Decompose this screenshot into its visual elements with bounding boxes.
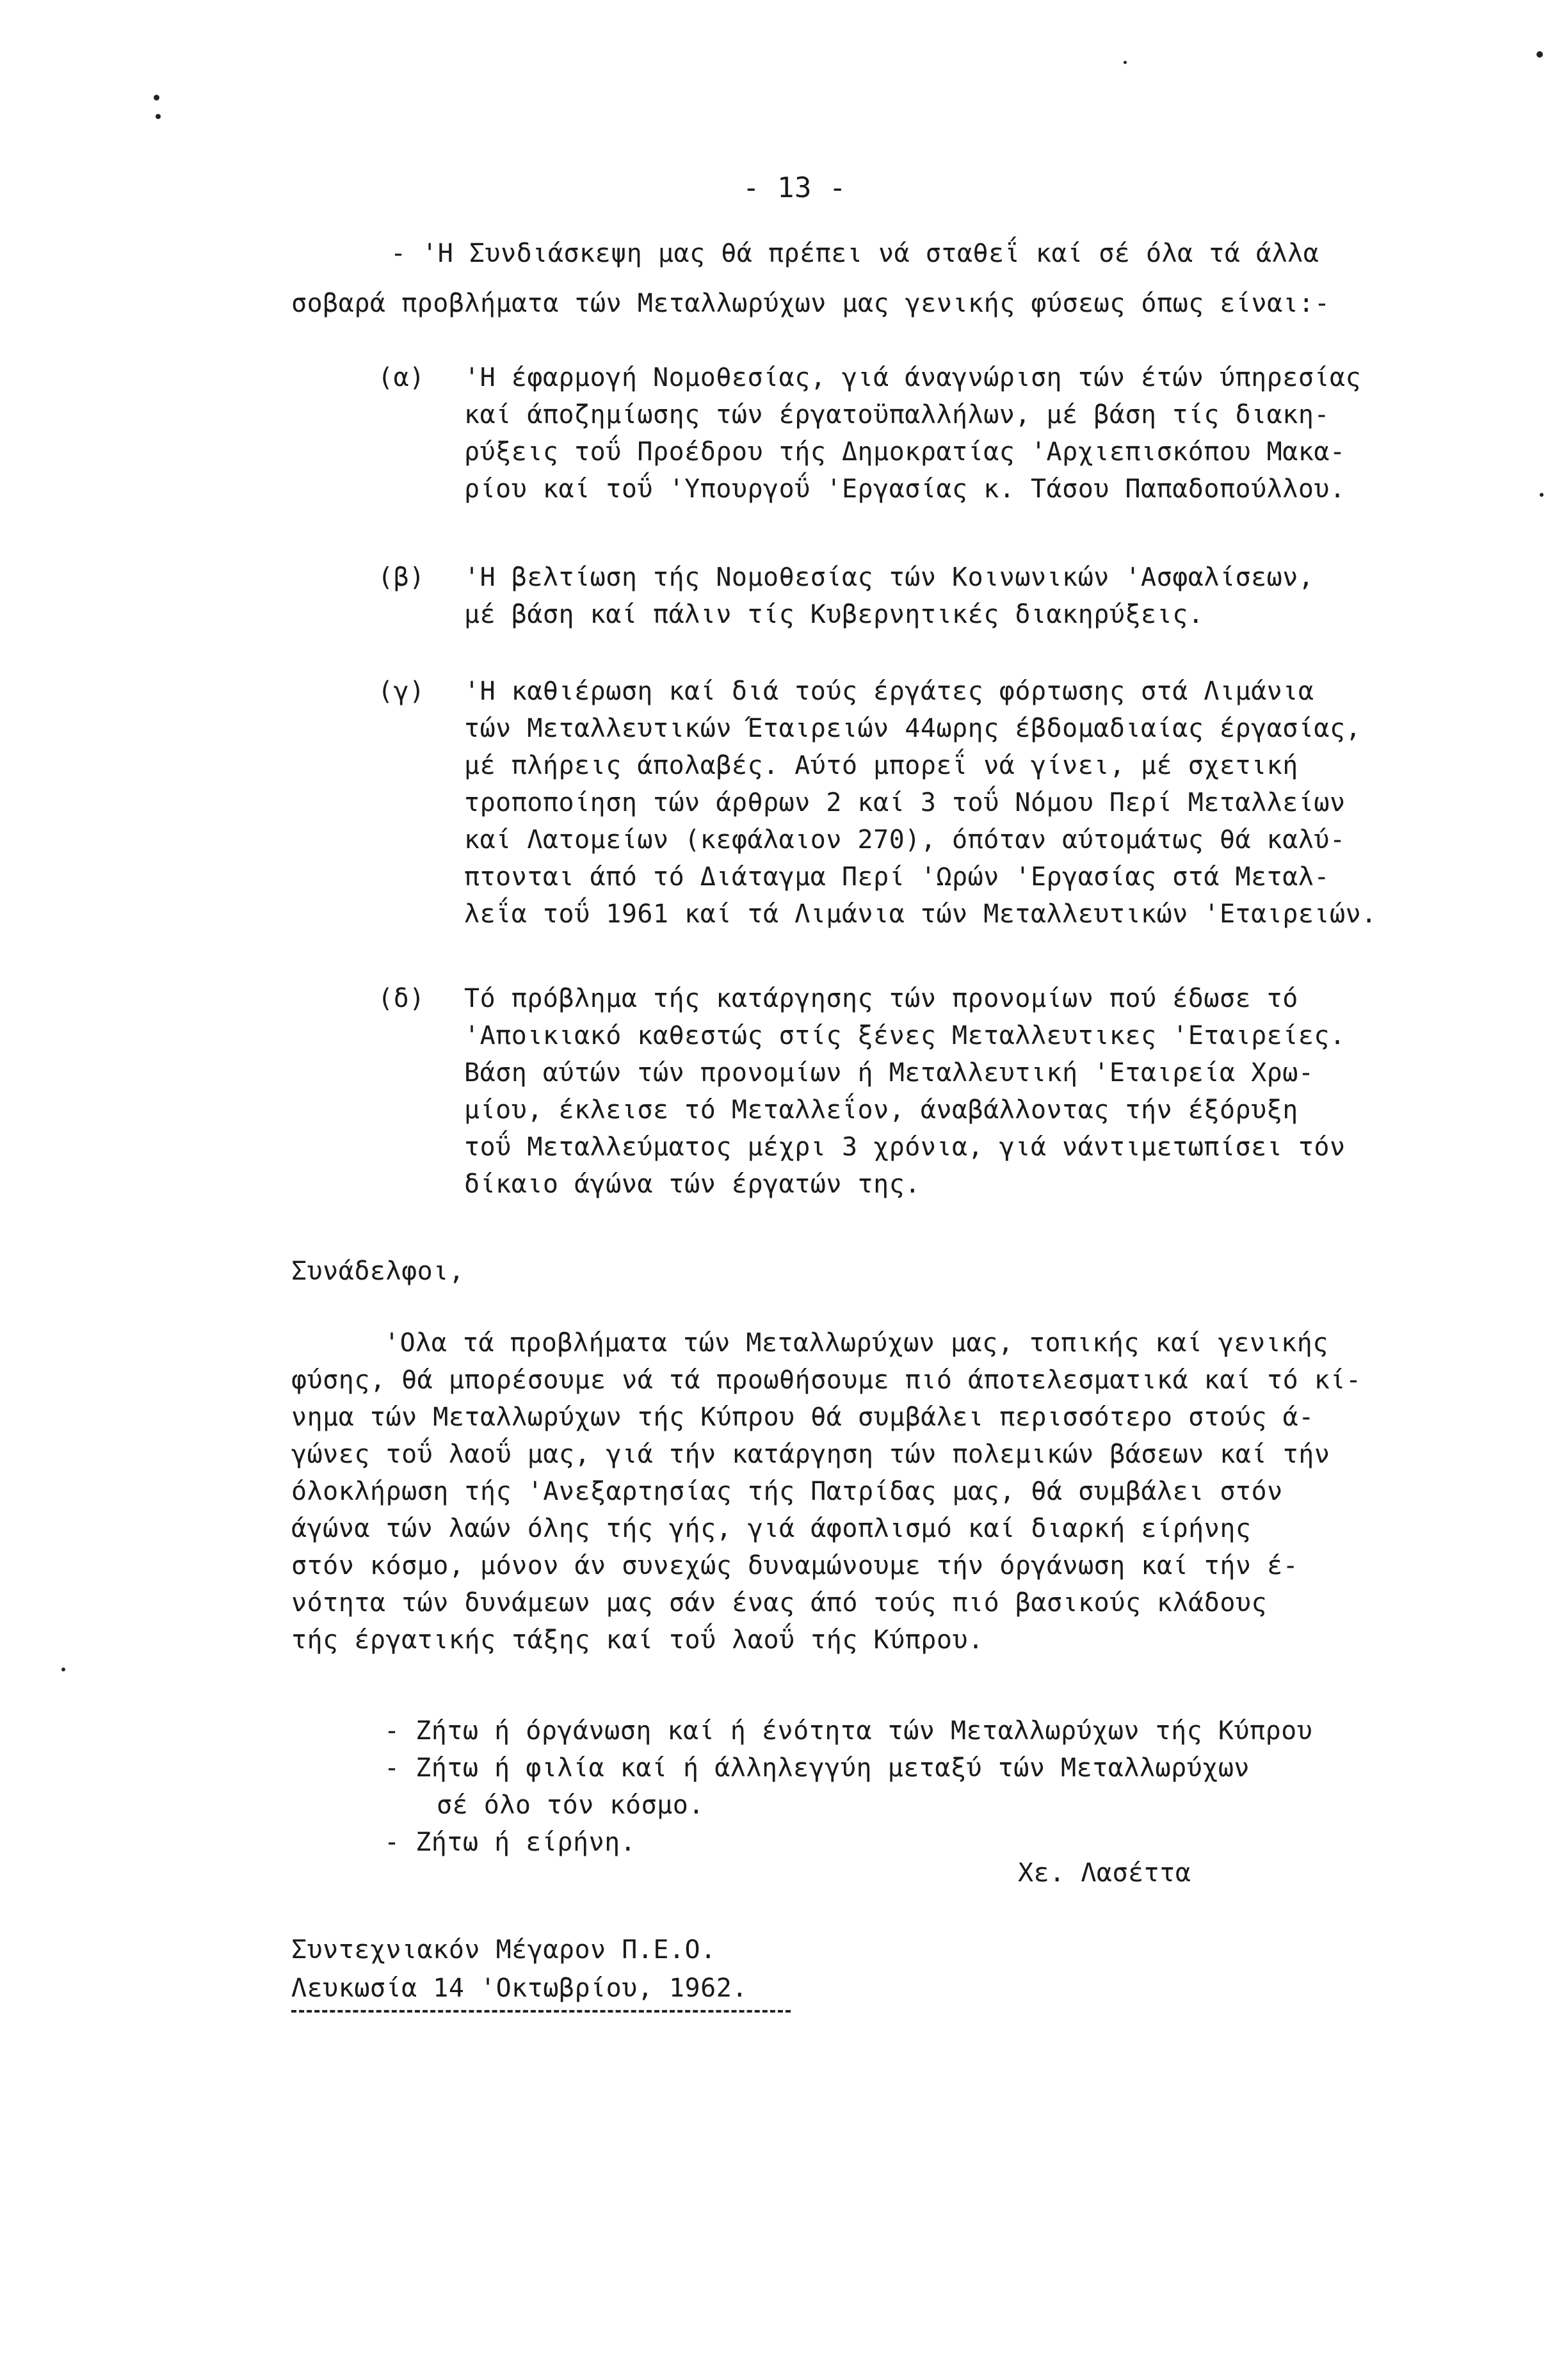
scan-speck bbox=[1540, 493, 1544, 497]
footer-date: Λευκωσία 14 'Οκτωβρίου, 1962. bbox=[291, 1974, 748, 2003]
item-c-line-2: τών Μεταλλευτικών Έταιρειών 44ωρης έβδομαδιαίας έργασίας, bbox=[464, 714, 1362, 743]
item-c-line-7: λεΐα τοΰ 1961 καί τά Λιμάνια τών Μεταλλευτικών 'Εταιρειών. bbox=[464, 899, 1377, 929]
item-b-line-1: 'Η βελτίωση τής Νομοθεσίας τών Κοινωνικών 'Ασφαλίσεων, bbox=[464, 563, 1314, 592]
item-d-line-4: μίου, έκλεισε τό Μεταλλεΐον, άναβάλλοντας τήν έξόρυξη bbox=[464, 1095, 1298, 1125]
item-label-b: (β) bbox=[378, 563, 425, 592]
closing-line-1: 'Ολα τά προβλήματα τών Μεταλλωρύχων μας, τοπικής καί γενικής bbox=[384, 1328, 1328, 1358]
slogan-2-line-2: σέ όλο τόν κόσμο. bbox=[437, 1790, 704, 1820]
closing-line-3: νημα τών Μεταλλωρύχων τής Κύπρου θά συμβάλει περισσότερο στούς ά- bbox=[291, 1403, 1314, 1432]
closing-line-9: τής έργατικής τάξης καί τοΰ λαοΰ τής Κύπρου. bbox=[291, 1625, 984, 1655]
item-d-line-6: δίκαιο άγώνα τών έργατών της. bbox=[464, 1170, 921, 1199]
scan-speck bbox=[61, 1668, 65, 1671]
closing-line-4: γώνες τοΰ λαοΰ μας, γιά τήν κατάργηση τών πολεμικών βάσεων καί τήν bbox=[291, 1440, 1330, 1469]
footer-place: Συντεχνιακόν Μέγαρον Π.Ε.Ο. bbox=[291, 1935, 716, 1965]
item-b-line-2: μέ βάση καί πάλιν τίς Κυβερνητικές διακηρύξεις. bbox=[464, 600, 1204, 629]
closing-line-5: όλοκλήρωση τής 'Ανεξαρτησίας τής Πατρίδας μας, θά συμβάλει στόν bbox=[291, 1477, 1283, 1506]
footer-underline bbox=[291, 2010, 791, 2013]
scan-speck bbox=[156, 114, 161, 119]
slogan-2-line-1: - Ζήτω ή φιλία καί ή άλληλεγγύη μεταξύ τών Μεταλλωρύχων bbox=[384, 1753, 1250, 1783]
closing-line-8: νότητα τών δυνάμεων μας σάν ένας άπό τούς πιό βασικούς κλάδους bbox=[291, 1588, 1268, 1618]
slogan-3: - Ζήτω ή είρήνη. bbox=[384, 1828, 636, 1857]
intro-line-2: σοβαρά προβλήματα τών Μεταλλωρύχων μας γενικής φύσεως όπως είναι:- bbox=[291, 289, 1330, 318]
item-d-line-3: Βάση αύτών τών προνομίων ή Μεταλλευτική 'Εταιρεία Χρω- bbox=[464, 1058, 1314, 1088]
item-c-line-1: 'Η καθιέρωση καί διά τούς έργάτες φόρτωσης στά Λιμάνια bbox=[464, 677, 1314, 706]
intro-line-1: - 'Η Συνδιάσκεψη μας θά πρέπει νά σταθεΐ καί σέ όλα τά άλλα bbox=[391, 239, 1319, 268]
scan-speck bbox=[1536, 51, 1543, 58]
item-c-line-6: πτονται άπό τό Διάταγμα Περί 'Ωρών 'Εργασίας στά Μεταλ- bbox=[464, 862, 1330, 892]
item-label-d: (δ) bbox=[378, 984, 425, 1013]
slogan-1: - Ζήτω ή όργάνωση καί ή ένότητα τών Μεταλλωρύχων τής Κύπρου bbox=[384, 1716, 1313, 1746]
item-c-line-3: μέ πλήρεις άπολαβές. Αύτό μπορεΐ νά γίνει, μέ σχετική bbox=[464, 751, 1298, 780]
item-d-line-1: Τό πρόβλημα τής κατάργησης τών προνομίων πού έδωσε τό bbox=[464, 984, 1298, 1013]
item-a-line-3: ρύξεις τοΰ Προέδρου τής Δημοκρατίας 'Αρχιεπισκόπου Μακα- bbox=[464, 437, 1346, 467]
item-d-line-2: 'Αποικιακό καθεστώς στίς ξένες Μεταλλευτικες 'Εταιρείες. bbox=[464, 1021, 1346, 1050]
salutation: Συνάδελφοι, bbox=[291, 1257, 465, 1286]
page-number: - 13 - bbox=[743, 172, 846, 204]
item-a-line-2: καί άποζημίωσης τών έργατοϋπαλλήλων, μέ βάση τίς διακη- bbox=[464, 400, 1330, 430]
item-a-line-4: ρίου καί τοΰ 'Υπουργοΰ 'Εργασίας κ. Τάσου Παπαδοπούλλου. bbox=[464, 474, 1346, 504]
item-a-line-1: 'Η έφαρμογή Νομοθεσίας, γιά άναγνώριση τών έτών ύπηρεσίας bbox=[464, 363, 1362, 392]
scan-speck bbox=[154, 95, 159, 101]
closing-line-6: άγώνα τών λαών όλης τής γής, γιά άφοπλισμό καί διαρκή είρήνης bbox=[291, 1514, 1252, 1543]
signature: Χε. Λασέττα bbox=[1018, 1858, 1191, 1888]
item-c-line-5: καί Λατομείων (κεφάλαιον 270), όπόταν αύτομάτως θά καλύ- bbox=[464, 825, 1346, 855]
item-label-a: (α) bbox=[378, 363, 425, 392]
item-c-line-4: τροποποίηση τών άρθρων 2 καί 3 τοΰ Νόμου Περί Μεταλλείων bbox=[464, 788, 1346, 817]
closing-line-7: στόν κόσμο, μόνον άν συνεχώς δυναμώνουμε τήν όργάνωση καί τήν έ- bbox=[291, 1551, 1299, 1580]
item-label-c: (γ) bbox=[378, 677, 425, 706]
item-d-line-5: τοΰ Μεταλλεύματος μέχρι 3 χρόνια, γιά νάντιμετωπίσει τόν bbox=[464, 1132, 1346, 1162]
scan-speck bbox=[1124, 61, 1127, 64]
closing-line-2: φύσης, θά μπορέσουμε νά τά προωθήσουμε πιό άποτελεσματικά καί τό κί- bbox=[291, 1365, 1362, 1395]
